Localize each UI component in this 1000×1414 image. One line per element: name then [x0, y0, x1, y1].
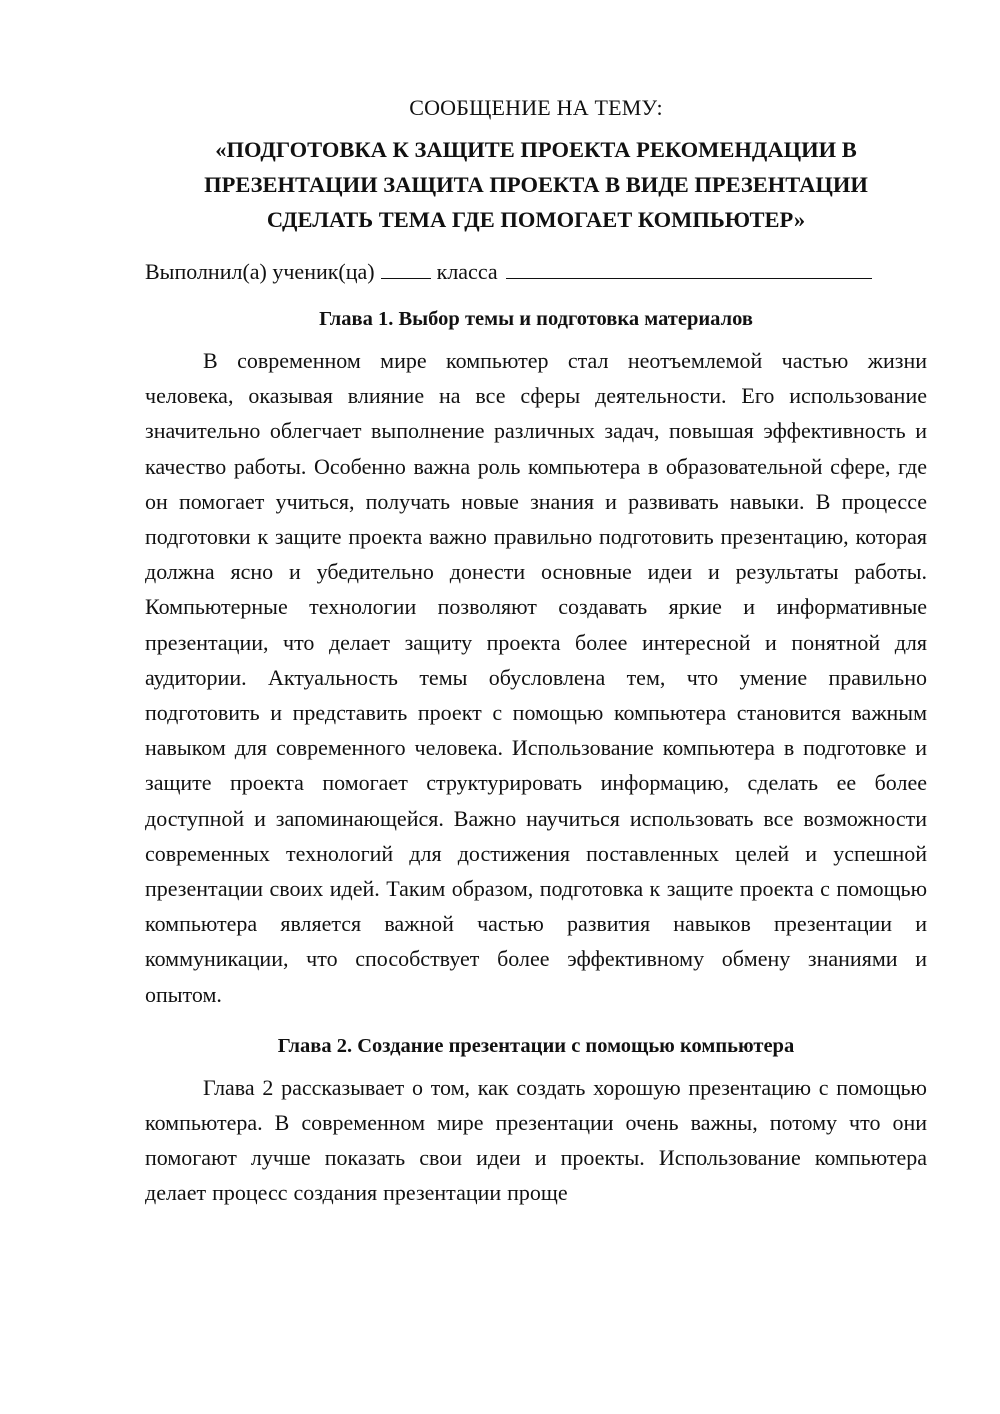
author-class-word: класса — [436, 259, 498, 284]
document-kicker: СООБЩЕНИЕ НА ТЕМУ: — [409, 95, 663, 120]
author-prefix: Выполнил(а) ученик(ца) — [145, 259, 375, 284]
document-title — [145, 132, 927, 237]
chapter-2-heading: Глава 2. Создание презентации с помощью компьютера — [277, 1034, 795, 1057]
author-line — [145, 255, 927, 289]
class-number-blank — [381, 256, 431, 279]
chapter-2-paragraph: Глава 2 рассказывает о том, как создать хорошую презентацию с помощью компьютера. В современном мире презентации очень важны, потому что они помогают лучше показать свои идеи и проекты. Использование компьютера делает процесс создания презентации проще — [145, 1074, 927, 1206]
title-line: ПРЕЗЕНТАЦИИ ЗАЩИТА ПРОЕКТА В ВИДЕ ПРЕЗЕНТАЦИИ — [204, 172, 868, 197]
chapter-1-heading: Глава 1. Выбор темы и подготовка материалов — [319, 308, 753, 330]
document-page — [145, 92, 927, 1211]
title-line: СДЕЛАТЬ ТЕМА ГДЕ ПОМОГАЕТ КОМПЬЮТЕР» — [266, 207, 806, 232]
chapter-1-paragraph: В современном мире компьютер стал неотъемлемой частью жизни человека, оказывая влияние на все сферы деятельности. Его использование значительно облегчает выполнение различных задач, повышая эффективность и качество работы. Особенно важна роль компьютера в образовательной сфере, где он помогает учиться, получать новые знания и развивать навыки. В процессе подготовки к защите проекта важно правильно подготовить презентацию, которая должна ясно и убедительно донести основные идеи и результаты работы. Компьютерные технологии позволяют создавать яркие и информативные презентации, что делает защиту проекта более интересной и понятной для аудитории. Актуальность темы обусловлена тем, что умение правильно подготовить и представить проект с помощью компьютера становится важным навыком для современного человека. Использование компьютера в подготовке и защите проекта помогает структурировать информацию, сделать ее более доступной и запоминающейся. Важно научиться использовать все возможности современных технологий для достижения поставленных целей и успешной презентации своих идей. Таким образом, подготовка к защите проекта с помощью компьютера является важной частью развития навыков презентации и коммуникации, что способствует более эффективному обмену знаниями и опытом. — [145, 348, 927, 1007]
student-name-blank — [506, 256, 872, 279]
title-line: «ПОДГОТОВКА К ЗАЩИТЕ ПРОЕКТА РЕКОМЕНДАЦИИ В — [215, 137, 857, 162]
